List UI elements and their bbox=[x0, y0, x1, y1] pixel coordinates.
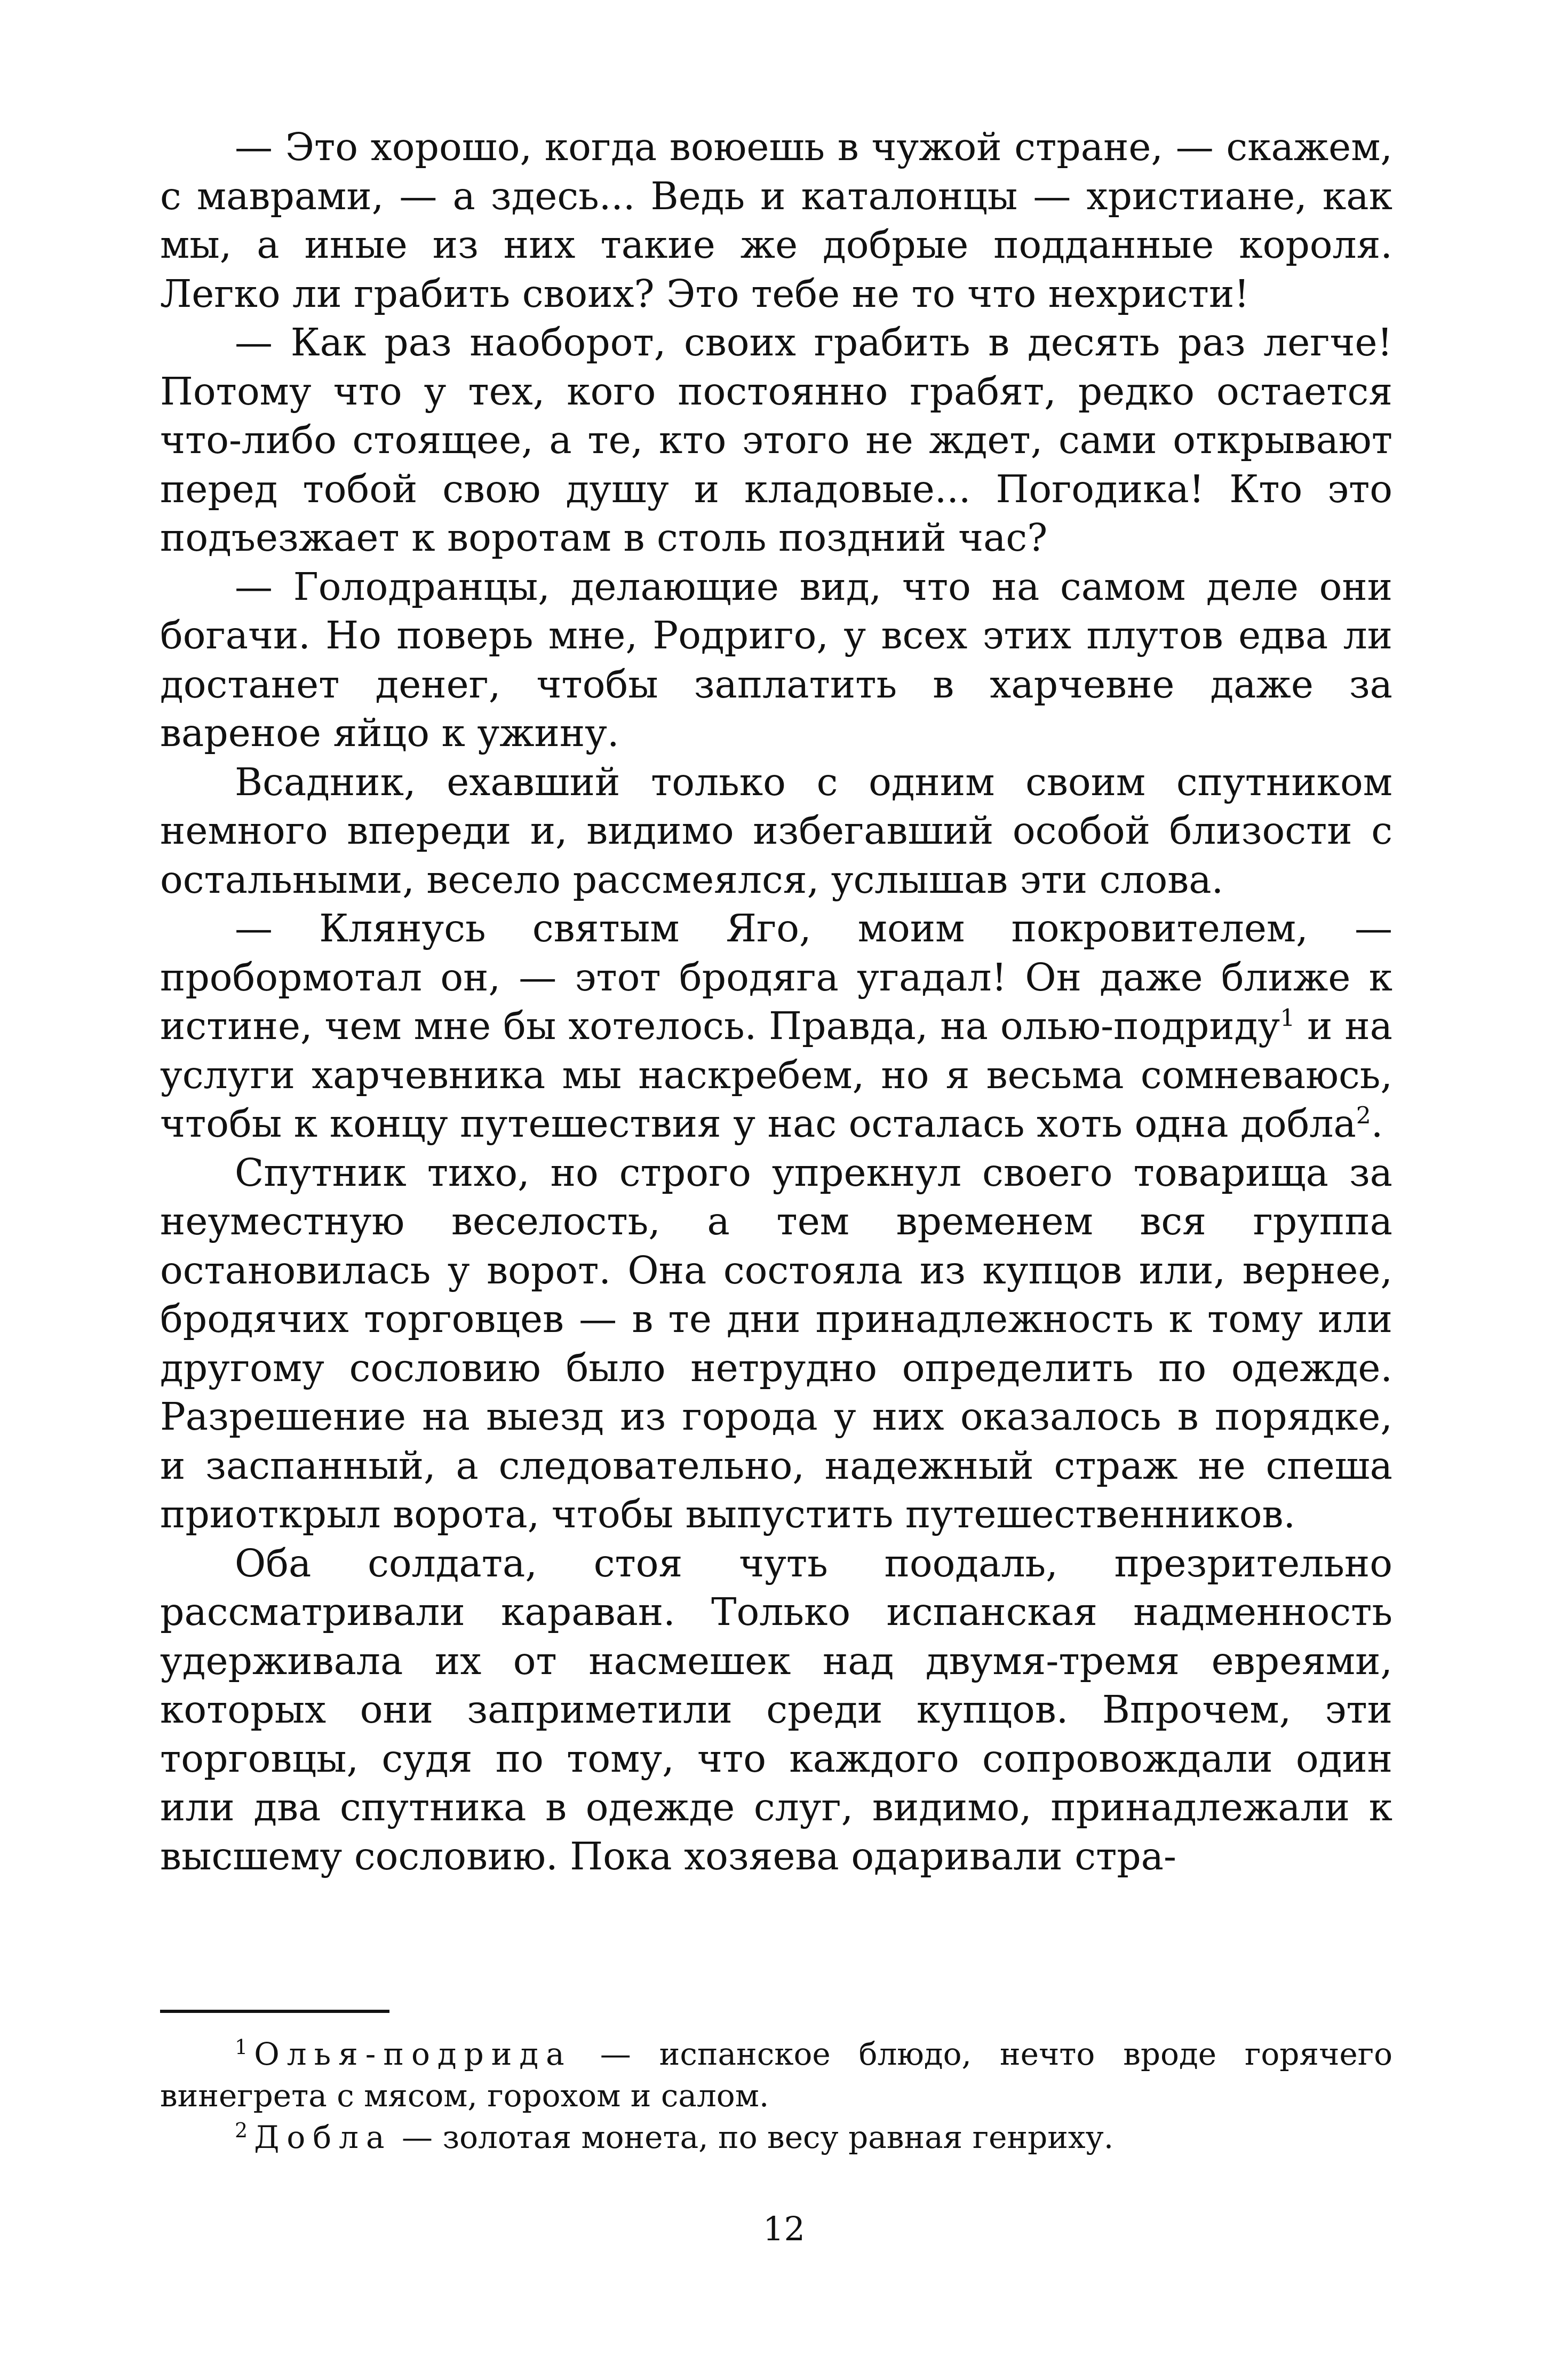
paragraph-3: — Голодранцы, делающие вид, что на самом деле они богачи. Но поверь мне, Родриго, у всех этих плутов едва ли достанет денег, чтобы заплатить в харчевне даже за вареное яйцо к ужину. bbox=[160, 564, 1392, 755]
paragraph-5-part-1: — Клянусь святым Яго, моим покровителем, — пробормотал он, — этот бродяга угадал! Он даже ближе к истине, чем мне бы хотелось. Правда, на олью-подриду bbox=[160, 906, 1392, 1048]
page-number: 12 bbox=[763, 2209, 805, 2248]
paragraph-5-part-3: . bbox=[1371, 1101, 1383, 1146]
footnote-2-number: 2 bbox=[235, 2118, 248, 2142]
footnote-marker-1: 1 bbox=[1280, 1004, 1295, 1032]
footnote-1-text: — испанское блюдо, нечто вроде горячего винегрета с мясом, горохом и салом. bbox=[160, 2036, 1392, 2114]
footnote-1-term: Олья-подрида bbox=[254, 2036, 572, 2072]
footnote-1 bbox=[160, 2033, 1392, 2116]
paragraph-4: Всадник, ехавший только с одним своим спутником немного впереди и, видимо избегавший особой близости с остальными, весело рассмеялся, услышав эти слова. bbox=[160, 759, 1392, 902]
paragraph-5 bbox=[160, 904, 1392, 1148]
paragraph-7: Оба солдата, стоя чуть поодаль, презрительно рассматривали караван. Только испанская надменность удерживала их от насмешек над двумя-тремя евреями, которых они заприметили среди купцов. Впрочем, эти торговцы, судя по тому, что каждого сопровождали один или два спутника в одежде слуг, видимо, принадлежали к высшему сословию. Пока хозяева одаривали стра- bbox=[160, 1541, 1392, 1878]
paragraph-5-part-2: и на услуги харчевника мы наскребем, но я весьма сомневаюсь, чтобы к концу путешествия у нас осталась хоть одна добла bbox=[160, 1004, 1392, 1146]
paragraph-1: — Это хорошо, когда воюешь в чужой стране, — скажем, с маврами, — а здесь... Ведь и каталонцы — христиане, как мы, а иные из них такие же добрые подданные короля. Легко ли грабить своих? Это тебе не то что нехристи! bbox=[160, 125, 1392, 316]
footnote-2 bbox=[160, 2116, 1392, 2158]
footnote-marker-2: 2 bbox=[1356, 1102, 1371, 1130]
paragraph-6: Спутник тихо, но строго упрекнул своего товарища за неуместную веселость, а тем временем вся группа остановилась у ворот. Она состояла из купцов или, вернее, бродячих торговцев — в те дни принадлежность к тому или другому сословию было нетрудно определить по одежде. Разрешение на выезд из города у них оказалось в порядке, и заспанный, а следовательно, надежный страж не спеша приоткрыл ворота, чтобы выпустить путешественников. bbox=[160, 1150, 1392, 1536]
footnote-divider bbox=[160, 2010, 389, 2013]
footnote-2-term: Добла bbox=[254, 2119, 392, 2155]
footnote-1-number: 1 bbox=[235, 2035, 248, 2059]
paragraph-2: — Как раз наоборот, своих грабить в десять раз легче! Потому что у тех, кого постоянно грабят, редко остается что-либо стоящее, а те, кто этого не ждет, сами открывают перед тобой свою душу и кладовые... Погодика! Кто это подъезжает к воротам в столь поздний час? bbox=[160, 320, 1392, 560]
main-text bbox=[160, 123, 1392, 1881]
footnote-2-text: — золотая монета, по весу равная генриху. bbox=[392, 2119, 1114, 2155]
footnotes bbox=[160, 2033, 1392, 2158]
